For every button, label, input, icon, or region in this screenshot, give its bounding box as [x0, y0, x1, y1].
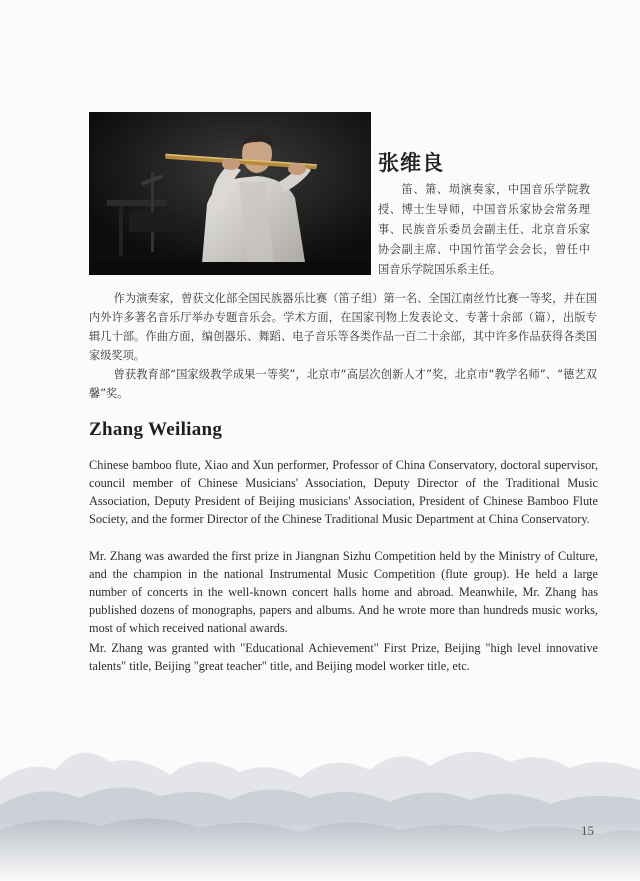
- performer-photo: [89, 112, 371, 275]
- chinese-paragraph: 曾获教育部“国家级教学成果一等奖”，北京市“高层次创新人才”奖，北京市“教学名师”、“德艺双馨”奖。: [89, 368, 597, 400]
- english-paragraph: Mr. Zhang was granted with "Educational Achievement" First Prize, Beijing "high level innovative talents" title, Beijing "great teacher" title, and Beijing model worker title, etc.: [89, 641, 598, 673]
- chinese-intro-text: 笛、箫、埙演奏家，中国音乐学院教授、博士生导师，中国音乐家协会常务理事、民族音乐委员会副主任、北京音乐家协会副主席、中国竹笛学会会长，曾任中国音乐学院国乐系主任。: [378, 183, 590, 276]
- english-paragraph: Chinese bamboo flute, Xiao and Xun performer, Professor of China Conservatory, doctoral supervisor, council member of Chinese Musicians' Association, Deputy Director of the Traditional Music Association, Deputy President of Beijing musicians' Association, President of Chinese Bamboo Flute Society, and the former Director of the Chinese Traditional Music Department at China Conservatory.: [89, 458, 598, 526]
- chinese-paragraph: 作为演奏家，曾获文化部全国民族器乐比赛（笛子组）第一名、全国江南丝竹比赛一等奖，并在国内外许多著名音乐厅举办专题音乐会。学术方面，在国家刊物上发表论文、专著十余部（篇），出版专辑几十部。作曲方面，编创器乐、舞蹈、电子音乐等各类作品一百二十余部，其中许多作品获得各类国家级奖项。: [89, 292, 597, 362]
- page-number: 15: [581, 823, 594, 838]
- chinese-name-heading: 张维良: [378, 150, 444, 175]
- flute-performer-image: [89, 112, 371, 275]
- ink-mountain-decoration: [0, 700, 640, 881]
- english-name-heading: Zhang Weiliang: [89, 419, 223, 440]
- english-paragraph: Mr. Zhang was awarded the first prize in Jiangnan Sizhu Competition held by the Ministry of Culture, and the champion in the national Instrumental Music Competition (flute group). He held a large number of concerts in the well-known concert halls home and abroad. Meanwhile, Mr. Zhang has published dozens of monographs, papers and albums. And he wrote more than hundreds music works, most of which received national awards.: [89, 549, 598, 635]
